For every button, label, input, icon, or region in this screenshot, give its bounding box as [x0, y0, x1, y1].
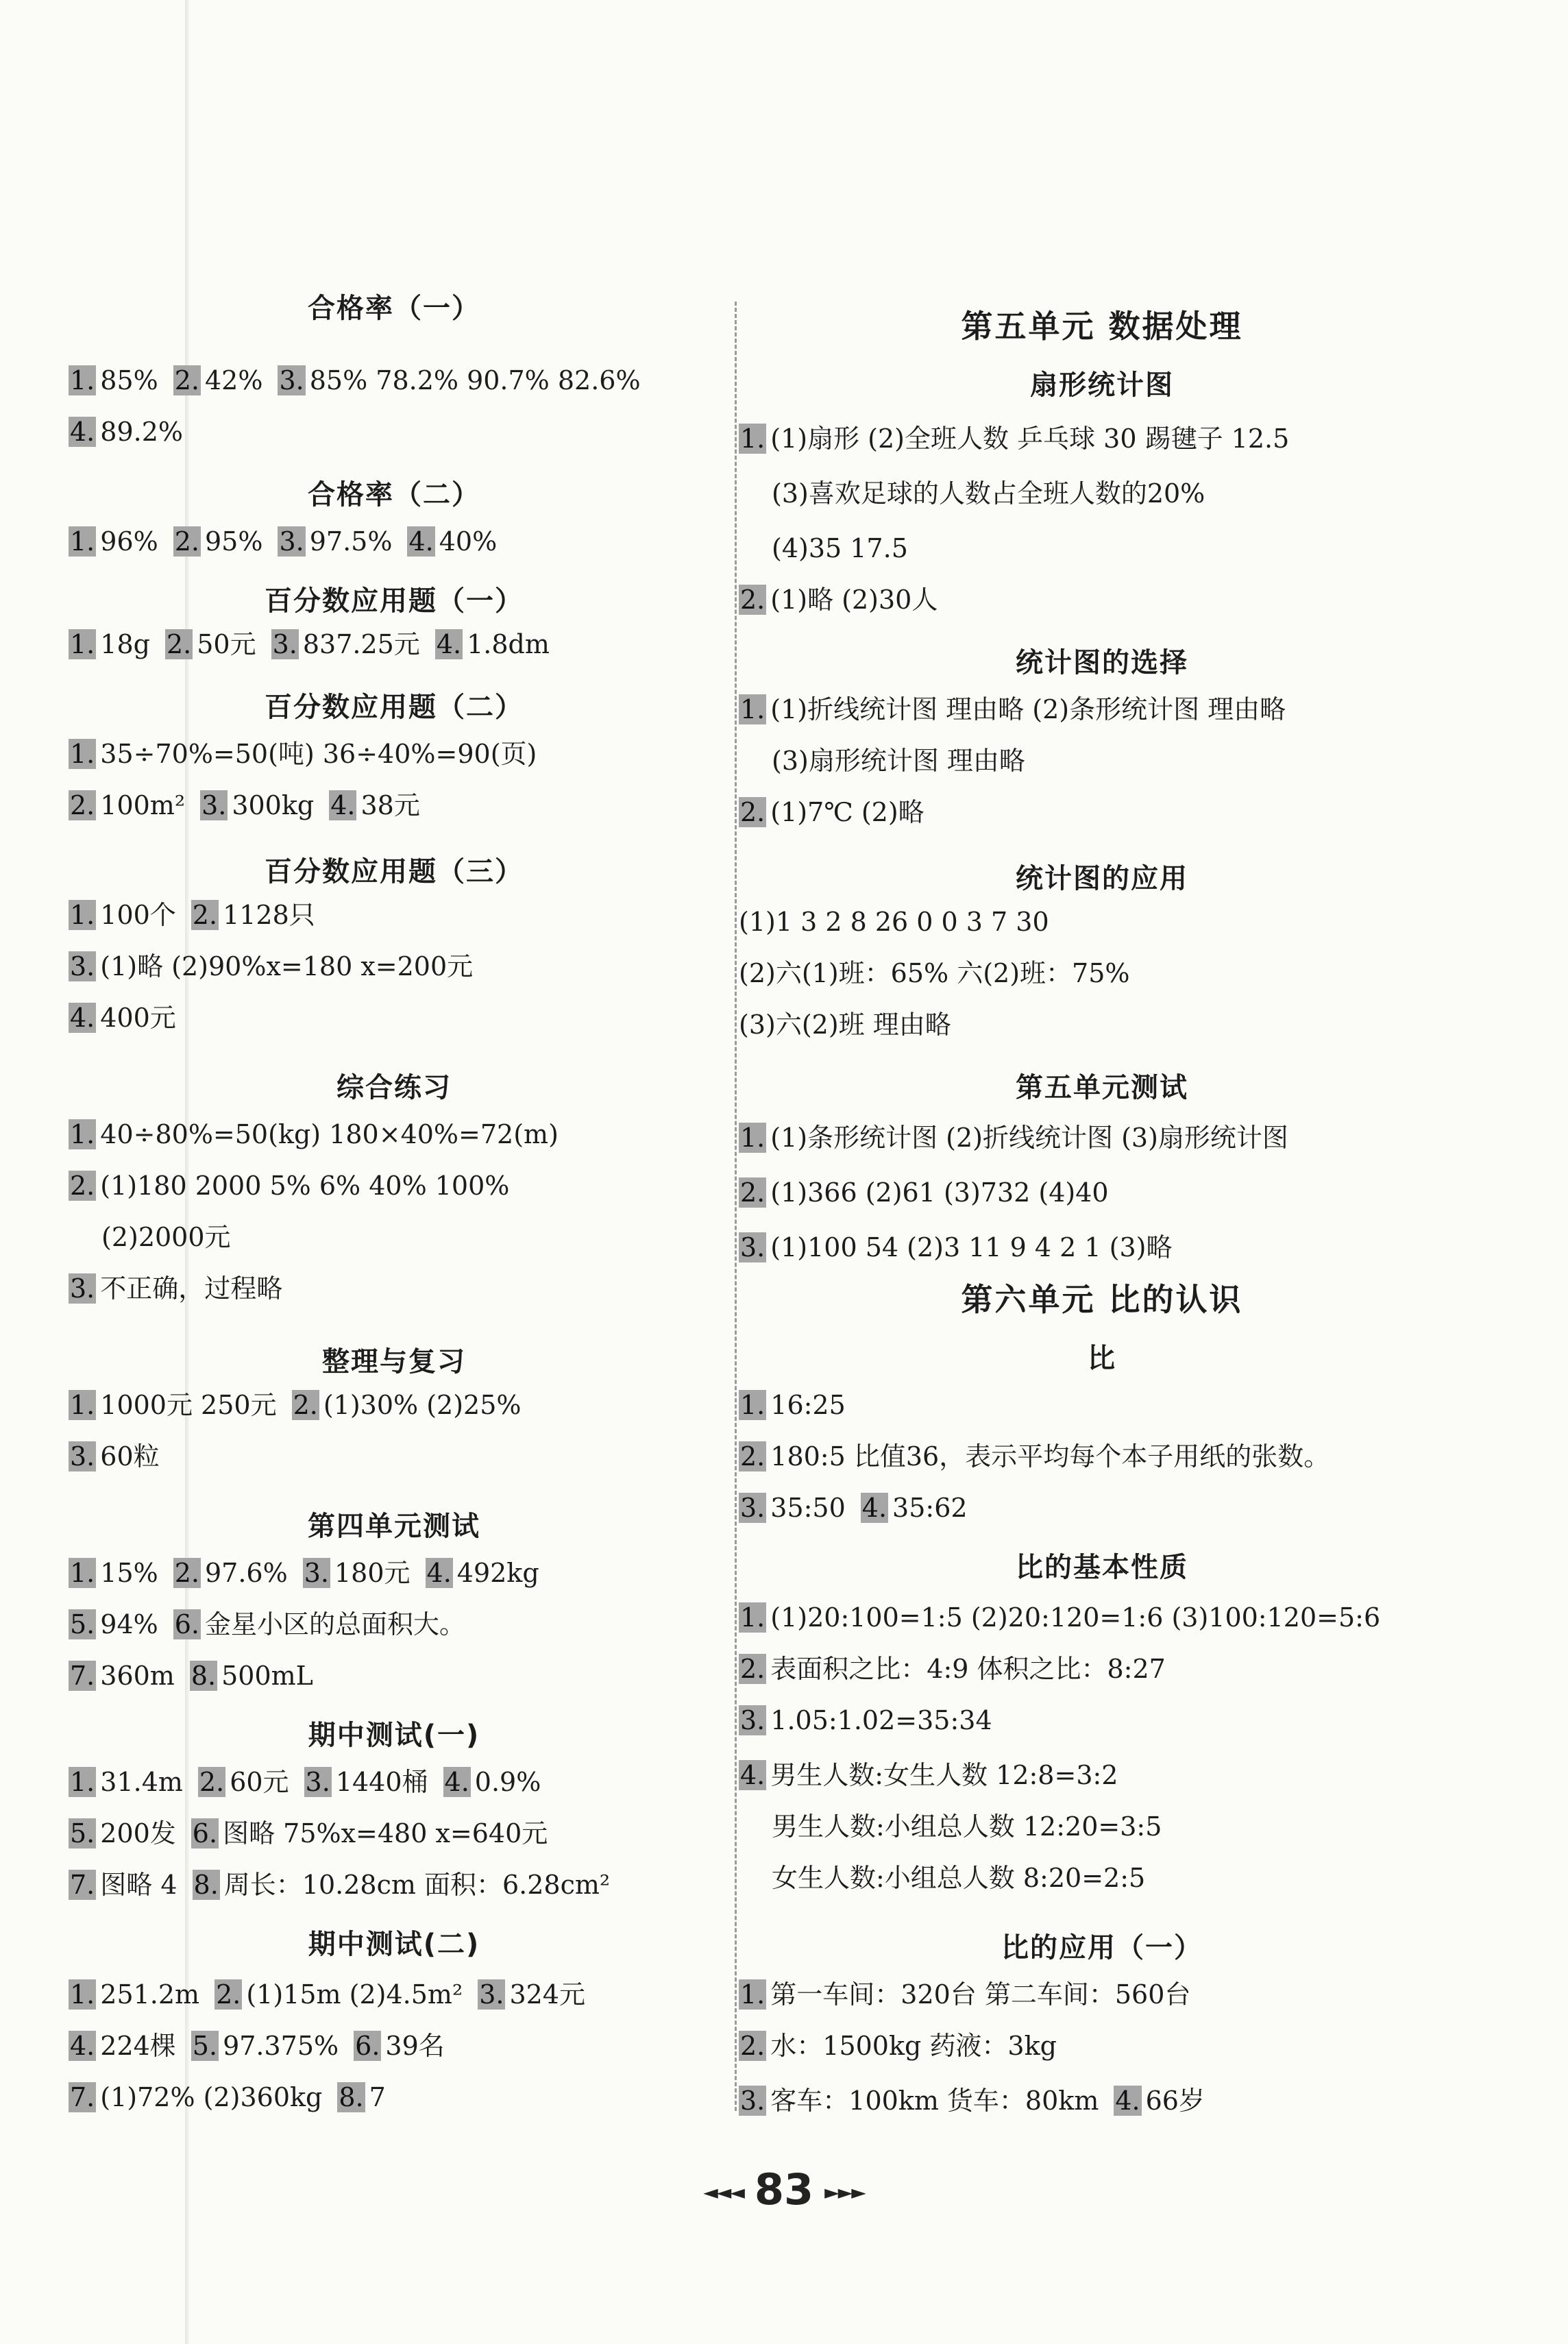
question-number: 4. [861, 1493, 887, 1523]
answer-line [739, 956, 1144, 990]
answer-line [772, 531, 923, 565]
answer-line [739, 795, 940, 829]
answer-text: 图略 75%x=480 x=640元 [223, 1818, 548, 1848]
answer-text: 1.8dm [467, 629, 550, 659]
right-answer-column [739, 0, 1465, 2344]
answer-text: 39名 [385, 2031, 445, 2061]
answer-text: 不正确，过程略 [100, 1273, 283, 1304]
answer-line [69, 1977, 600, 2012]
question-number: 2. [740, 1177, 765, 1208]
question-number: 4. [444, 1767, 469, 1797]
answer-text: 95% [205, 526, 263, 557]
answer-text: (3)喜欢足球的人数占全班人数的20% [772, 478, 1205, 509]
answer-text: 60元 [230, 1767, 289, 1797]
question-number: 7. [70, 1661, 95, 1691]
question-number: 4. [70, 2031, 95, 2061]
answer-line [739, 1230, 1188, 1265]
answer-line [69, 363, 656, 398]
question-number: 2. [740, 585, 765, 615]
question-number: 3. [740, 1232, 765, 1262]
answer-text: 15% [100, 1558, 158, 1588]
question-number: 2. [70, 1171, 95, 1201]
question-number: 4. [70, 417, 95, 447]
question-number: 1. [70, 1558, 95, 1588]
answer-text: 324元 [509, 1979, 585, 2010]
answer-line [69, 737, 552, 771]
question-number: 6. [192, 1818, 218, 1848]
answer-text: 38元 [360, 790, 420, 820]
answer-text: 500mL [221, 1661, 313, 1691]
answer-text: (1)条形统计图 (2)折线统计图 (3)扇形统计图 [770, 1123, 1288, 1153]
question-number: 2. [70, 790, 95, 820]
answer-text: 97.6% [205, 1558, 288, 1588]
answer-text: 0.9% [474, 1767, 541, 1797]
question-number: 8. [339, 2082, 364, 2112]
answer-text: 200发 [100, 1818, 176, 1848]
answer-text: 180元 [334, 1558, 411, 1588]
answer-text: 1440桶 [335, 1767, 428, 1797]
answer-text: 35:62 [892, 1493, 968, 1523]
answer-line [772, 744, 1040, 778]
question-number: 1. [70, 1979, 95, 2010]
answer-line [739, 1439, 1345, 1474]
answer-line [69, 1169, 524, 1203]
question-number: 3. [70, 1441, 95, 1472]
question-number: 8. [193, 1870, 219, 1900]
answer-line [739, 1600, 1395, 1635]
question-number: 1. [740, 1602, 765, 1633]
question-number: 3. [305, 1767, 330, 1797]
answer-text: 1000元 250元 [100, 1390, 277, 1420]
answer-text: 男生人数:小组总人数 12:20=3:5 [772, 1811, 1162, 1842]
section-heading: 比的应用（一） [1001, 1932, 1203, 1964]
answer-line [69, 1765, 556, 1799]
question-number: 3. [279, 526, 304, 557]
answer-text: 周长：10.28cm 面积：6.28cm² [223, 1870, 611, 1900]
answer-line [69, 1439, 175, 1474]
answer-text: (1)略 (2)90%x=180 x=200元 [100, 951, 474, 981]
section-heading: 比 [1088, 1343, 1116, 1374]
answer-text: (3)六(2)班 理由略 [739, 1010, 951, 1040]
answer-text: 35:50 [770, 1493, 846, 1523]
answer-line [69, 1868, 625, 1902]
answer-text: 16:25 [770, 1390, 846, 1420]
answer-line [739, 1758, 1133, 1792]
question-number: 2. [174, 526, 199, 557]
section-heading: 期中测试(一) [308, 1720, 480, 1751]
question-number: 2. [740, 1441, 765, 1472]
question-number: 4. [330, 790, 356, 820]
answer-line [772, 1809, 1177, 1844]
answer-text: 251.2m [100, 1979, 200, 2010]
question-number: 8. [191, 1661, 217, 1691]
answer-text: 492kg [456, 1558, 539, 1588]
answer-text: (1)366 (2)61 (3)732 (4)40 [770, 1177, 1109, 1208]
question-number: 5. [192, 2031, 218, 2061]
question-number: 3. [70, 951, 95, 981]
question-number: 4. [426, 1558, 452, 1588]
answer-line [739, 1121, 1303, 1155]
section-heading: 综合练习 [336, 1072, 452, 1103]
answer-text: (1)7℃ (2)略 [770, 797, 924, 827]
answer-line [772, 1861, 1160, 1895]
question-number: 3. [304, 1558, 329, 1588]
answer-text: (1)略 (2)30人 [770, 585, 938, 615]
question-number: 3. [70, 1273, 95, 1304]
answer-text: 300kg [232, 790, 315, 820]
answer-text: 第一车间：320台 第二车间：560台 [770, 1979, 1191, 2010]
answer-text: 7 [369, 2082, 386, 2112]
answer-line [739, 583, 953, 617]
answer-text: (1)30% (2)25% [323, 1390, 522, 1420]
answer-line [69, 1659, 328, 1693]
question-number: 3. [479, 1979, 504, 2010]
answer-text: 89.2% [100, 417, 183, 447]
question-number: 1. [740, 694, 765, 724]
answer-text: (3)扇形统计图 理由略 [772, 746, 1025, 776]
question-number: 1. [70, 1390, 95, 1420]
answer-line [739, 1175, 1124, 1210]
answer-text: 图略 4 [100, 1870, 177, 1900]
section-heading: 合格率（一） [308, 293, 480, 324]
question-number: 4. [70, 1003, 95, 1033]
answer-text: (2)2000元 [101, 1222, 231, 1252]
answer-text: 35÷70%=50(吨) 36÷40%=90(页) [100, 739, 537, 769]
answer-line [69, 1816, 563, 1851]
question-number: 1. [70, 900, 95, 930]
answer-line [772, 476, 1220, 511]
answer-text: (1)1 3 2 8 26 0 0 3 7 30 [739, 907, 1049, 937]
answer-line [69, 1117, 574, 1151]
question-number: 2. [740, 2031, 765, 2061]
section-heading: 期中测试(二) [308, 1929, 480, 1960]
answer-text: 837.25元 [302, 629, 420, 659]
section-heading: 第五单元测试 [1016, 1072, 1188, 1103]
section-heading: 统计图的选择 [1016, 647, 1188, 679]
answer-line [739, 692, 1301, 727]
question-number: 7. [70, 2082, 95, 2112]
question-number: 1. [70, 365, 95, 395]
section-heading: 百分数应用题（三） [265, 856, 524, 888]
answer-line [739, 1703, 1007, 1737]
answer-line [101, 1220, 246, 1254]
question-number: 2. [192, 900, 218, 930]
question-number: 4. [1115, 2086, 1140, 2116]
answer-text: 31.4m [100, 1767, 183, 1797]
answer-text: 1128只 [223, 900, 315, 930]
answer-line [69, 524, 512, 559]
answer-text: 40÷80%=50(kg) 180×40%=72(m) [100, 1119, 559, 1149]
answer-line [739, 1977, 1205, 2012]
question-number: 1. [70, 739, 95, 769]
section-heading: 扇形统计图 [1030, 369, 1174, 401]
answer-line [69, 627, 565, 661]
section-heading: 整理与复习 [322, 1346, 466, 1378]
answer-line [739, 1008, 966, 1042]
answer-text: (1)15m (2)4.5m² [246, 1979, 463, 2010]
section-heading: 合格率（二） [308, 479, 480, 511]
answer-text: 400元 [100, 1003, 176, 1033]
answer-text: (1)100 54 (2)3 11 9 4 2 1 (3)略 [770, 1232, 1173, 1262]
left-arrows-icon: ◄◄◄ [703, 2181, 744, 2204]
answer-text: (4)35 17.5 [772, 533, 908, 563]
answer-line [739, 1491, 983, 1525]
question-number: 7. [70, 1870, 95, 1900]
answer-text: 60粒 [100, 1441, 160, 1472]
question-number: 3. [279, 365, 304, 395]
answer-text: 1.05:1.02=35:34 [770, 1705, 992, 1735]
question-number: 4. [436, 629, 462, 659]
question-number: 2. [293, 1390, 318, 1420]
answer-line [69, 2029, 460, 2063]
answer-line [69, 2080, 401, 2114]
answer-line [739, 905, 1064, 939]
question-number: 2. [740, 1654, 765, 1684]
answer-text: 360m [100, 1661, 175, 1691]
question-number: 3. [740, 1705, 765, 1735]
answer-text: 金星小区的总面积大。 [205, 1609, 466, 1639]
section-heading: 统计图的应用 [1016, 863, 1188, 894]
answer-text: 85% 78.2% 90.7% 82.6% [309, 365, 641, 395]
answer-text: (1)折线统计图 理由略 (2)条形统计图 理由略 [770, 694, 1286, 724]
column-divider [735, 302, 737, 2111]
question-number: 6. [355, 2031, 380, 2061]
answer-text: (1)扇形 (2)全班人数 乒乓球 30 踢毽子 12.5 [770, 424, 1290, 454]
question-number: 6. [174, 1609, 199, 1639]
answer-text: (2)六(1)班：65% 六(2)班：75% [739, 958, 1130, 988]
answer-text: 180:5 比值36，表示平均每个本子用纸的张数。 [770, 1441, 1330, 1472]
page-number: 83 [754, 2164, 814, 2214]
question-number: 3. [740, 2086, 765, 2116]
left-answer-column [69, 0, 720, 2344]
section-heading: 比的基本性质 [1016, 1552, 1188, 1583]
unit-heading: 第六单元 比的认识 [961, 1281, 1243, 1318]
answer-text: 42% [205, 365, 263, 395]
answer-text: 水：1500kg 药液：3kg [770, 2031, 1057, 2061]
answer-text: 40% [439, 526, 498, 557]
answer-text: 男生人数:女生人数 12:8=3:2 [770, 1760, 1118, 1790]
answer-text: (1)72% (2)360kg [100, 2082, 323, 2112]
question-number: 3. [740, 1493, 765, 1523]
answer-text: 224棵 [100, 2031, 176, 2061]
question-number: 1. [740, 424, 765, 454]
question-number: 2. [174, 1558, 199, 1588]
answer-line [69, 1001, 191, 1035]
section-heading: 百分数应用题（一） [265, 585, 524, 617]
answer-text: (1)180 2000 5% 6% 40% 100% [100, 1171, 510, 1201]
answer-line [739, 1388, 861, 1422]
answer-line [739, 2084, 1220, 2118]
question-number: 2. [166, 629, 192, 659]
question-number: 1. [70, 1119, 95, 1149]
section-heading: 第四单元测试 [308, 1511, 480, 1542]
answer-text: 100m² [100, 790, 186, 820]
answer-text: 94% [100, 1609, 158, 1639]
answer-text: 96% [100, 526, 158, 557]
answer-line [69, 415, 198, 449]
answer-text: 97.5% [309, 526, 393, 557]
answer-text: 97.375% [223, 2031, 339, 2061]
question-number: 5. [70, 1609, 95, 1639]
answer-line [739, 2029, 1072, 2063]
question-number: 4. [740, 1760, 765, 1790]
page-footer [0, 2164, 1568, 2214]
answer-text: 100个 [100, 900, 176, 930]
question-number: 3. [201, 790, 227, 820]
answer-text: 表面积之比：4:9 体积之比：8:27 [770, 1654, 1166, 1684]
question-number: 1. [70, 526, 95, 557]
answer-line [69, 898, 330, 932]
question-number: 2. [199, 1767, 225, 1797]
section-heading: 百分数应用题（二） [265, 692, 524, 723]
question-number: 2. [740, 797, 765, 827]
answer-line [69, 1556, 554, 1590]
answer-line [69, 1271, 297, 1306]
unit-heading: 第五单元 数据处理 [961, 308, 1243, 345]
question-number: 2. [216, 1979, 241, 2010]
question-number: 1. [70, 629, 95, 659]
question-number: 5. [70, 1818, 95, 1848]
question-number: 1. [740, 1390, 765, 1420]
answer-text: 66岁 [1145, 2086, 1205, 2116]
answer-text: 女生人数:小组总人数 8:20=2:5 [772, 1863, 1146, 1893]
question-number: 4. [408, 526, 434, 557]
answer-line [69, 1607, 480, 1641]
answer-text: 18g [100, 629, 150, 659]
answer-text: 85% [100, 365, 158, 395]
answer-text: 50元 [197, 629, 256, 659]
question-number: 1. [740, 1979, 765, 2010]
answer-line [69, 788, 435, 822]
answer-line [69, 949, 488, 984]
question-number: 1. [740, 1123, 765, 1153]
question-number: 3. [272, 629, 297, 659]
answer-text: 客车：100km 货车：80km [770, 2086, 1099, 2116]
answer-line [739, 422, 1304, 456]
answer-text: (1)20:100=1:5 (2)20:120=1:6 (3)100:120=5:6 [770, 1602, 1381, 1633]
answer-line [739, 1652, 1181, 1686]
question-number: 2. [174, 365, 199, 395]
answer-line [69, 1388, 537, 1422]
right-arrows-icon: ►►► [824, 2181, 865, 2204]
question-number: 1. [70, 1767, 95, 1797]
